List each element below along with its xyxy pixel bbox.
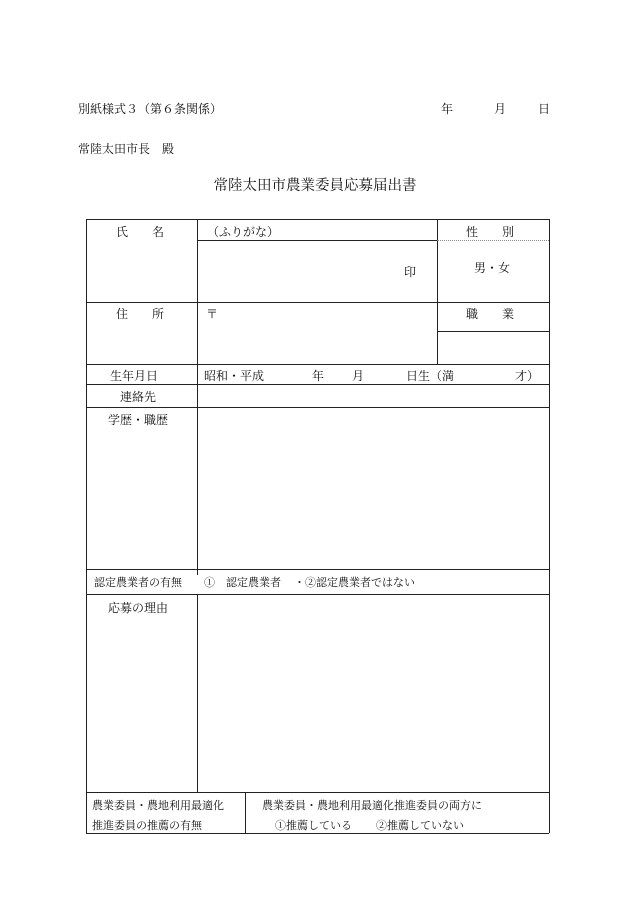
application-form-table bbox=[86, 219, 549, 833]
recommend-label-line1: 農業委員・農地利用最適化 bbox=[92, 799, 224, 812]
date-day-label: 日 bbox=[538, 102, 551, 116]
postal-mark: 〒 bbox=[206, 307, 219, 321]
row-line-name bbox=[86, 302, 549, 303]
recommend-option-1[interactable]: ①推薦している bbox=[275, 819, 352, 832]
era-options[interactable]: 昭和・平成 bbox=[204, 369, 265, 383]
occupation-field[interactable] bbox=[438, 332, 548, 363]
row-line-address bbox=[86, 364, 549, 365]
row-line-history bbox=[86, 569, 549, 570]
table-border-top bbox=[86, 219, 549, 220]
date-year-label: 年 bbox=[441, 102, 454, 116]
seal-mark: 印 bbox=[404, 265, 417, 279]
table-border-right bbox=[549, 219, 550, 833]
birth-day-label: 日生（満 bbox=[406, 369, 455, 383]
form-number: 別紙様式３（第６条関係） bbox=[78, 102, 223, 116]
birth-year-label: 年 bbox=[312, 369, 325, 383]
name-field[interactable] bbox=[198, 241, 436, 301]
certified-label: 認定農業者の有無 bbox=[94, 576, 182, 589]
table-border-left bbox=[86, 219, 87, 833]
document-title: 常陸太田市農業委員応募届出書 bbox=[213, 178, 417, 194]
date-month-label: 月 bbox=[494, 102, 507, 116]
certified-option-2[interactable]: ・②認定農業者ではない bbox=[294, 576, 415, 589]
history-label: 学歴・職歴 bbox=[108, 413, 169, 427]
contact-label: 連絡先 bbox=[120, 390, 157, 404]
recommend-column-divider bbox=[245, 792, 246, 833]
recommend-label-line2: 推進委員の推薦の有無 bbox=[92, 819, 202, 832]
recommend-text: 農業委員・農地利用最適化推進委員の両方に bbox=[262, 799, 482, 812]
reason-field[interactable] bbox=[198, 595, 548, 791]
reason-label: 応募の理由 bbox=[108, 601, 169, 615]
contact-field[interactable] bbox=[198, 385, 548, 406]
birth-label: 生年月日 bbox=[110, 369, 159, 383]
age-close-label: 才） bbox=[515, 369, 540, 383]
recommend-option-2[interactable]: ②推薦していない bbox=[376, 819, 464, 832]
sex-label: 性 別 bbox=[466, 225, 515, 239]
birth-month-label: 月 bbox=[352, 369, 365, 383]
occupation-label: 職 業 bbox=[466, 307, 515, 321]
furigana-label: （ふりがな） bbox=[207, 225, 280, 239]
certified-option-1[interactable]: ① 認定農業者 bbox=[204, 576, 281, 589]
address-label: 住 所 bbox=[116, 307, 165, 321]
history-field[interactable] bbox=[198, 408, 548, 568]
sex-header-line bbox=[437, 240, 549, 241]
addressee: 常陸太田市長 殿 bbox=[78, 142, 175, 156]
name-label: 氏 名 bbox=[116, 225, 165, 239]
address-field[interactable] bbox=[198, 319, 436, 363]
sex-options[interactable]: 男・女 bbox=[474, 261, 511, 275]
table-border-bottom bbox=[86, 833, 549, 834]
row-line-reason bbox=[86, 792, 549, 793]
